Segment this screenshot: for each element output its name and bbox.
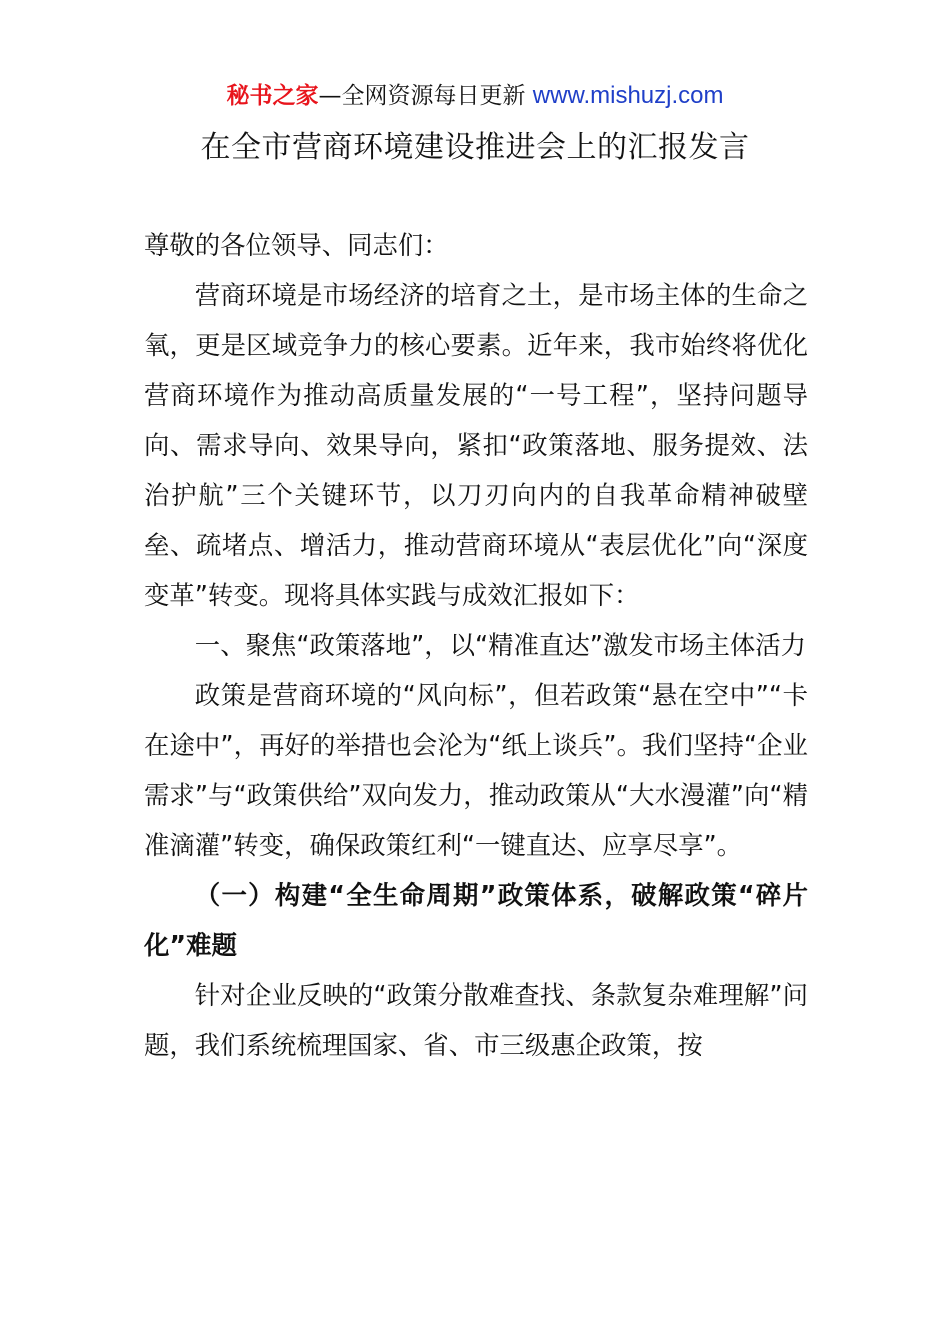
subsection-heading-1: （一）构建“全生命周期”政策体系，破解政策“碎片化”难题 xyxy=(144,880,808,960)
brand-name: 秘书之家 xyxy=(226,83,319,109)
paragraph-intro: 营商环境是市场经济的培育之土，是市场主体的生命之氧，更是区域竞争力的核心要素。近年来，我市始终将优化营商环境作为推动高质量发展的“一号工程”，坚持问题导向、需求导向、效果导向，紧扣“政策落地、服务提效、法治护航”三个关键环节，以刀刃向内的自我革命精神破壁垒、疏堵点、增活力，推动营商环境从“表层优化”向“深度变革”转变。现将具体实践与成效汇报如下： xyxy=(144,280,808,610)
banner-slogan: —全网资源每日更新 xyxy=(318,83,526,109)
site-url[interactable]: www.mishuzj.com xyxy=(532,82,724,109)
paragraph-subsection-1: 针对企业反映的“政策分散难查找、条款复杂难理解”问题，我们系统梳理国家、省、市三级惠企政策，按 xyxy=(144,980,808,1060)
section-heading-1: 一、聚焦“政策落地”，以“精准直达”激发市场主体活力 xyxy=(194,630,807,660)
document-title: 在全市营商环境建设推进会上的汇报发言 xyxy=(200,130,750,165)
site-banner xyxy=(0,80,950,112)
paragraph-policy: 政策是营商环境的“风向标”，但若政策“悬在空中”“卡在途中”，再好的举措也会沦为“纸上谈兵”。我们坚持“企业需求”与“政策供给”双向发力，推动政策从“大水漫灌”向“精准滴灌”转变，确保政策红利“一键直达、应享尽享”。 xyxy=(144,680,808,860)
document-body xyxy=(144,220,808,1070)
salutation: 尊敬的各位领导、同志们： xyxy=(144,230,449,260)
